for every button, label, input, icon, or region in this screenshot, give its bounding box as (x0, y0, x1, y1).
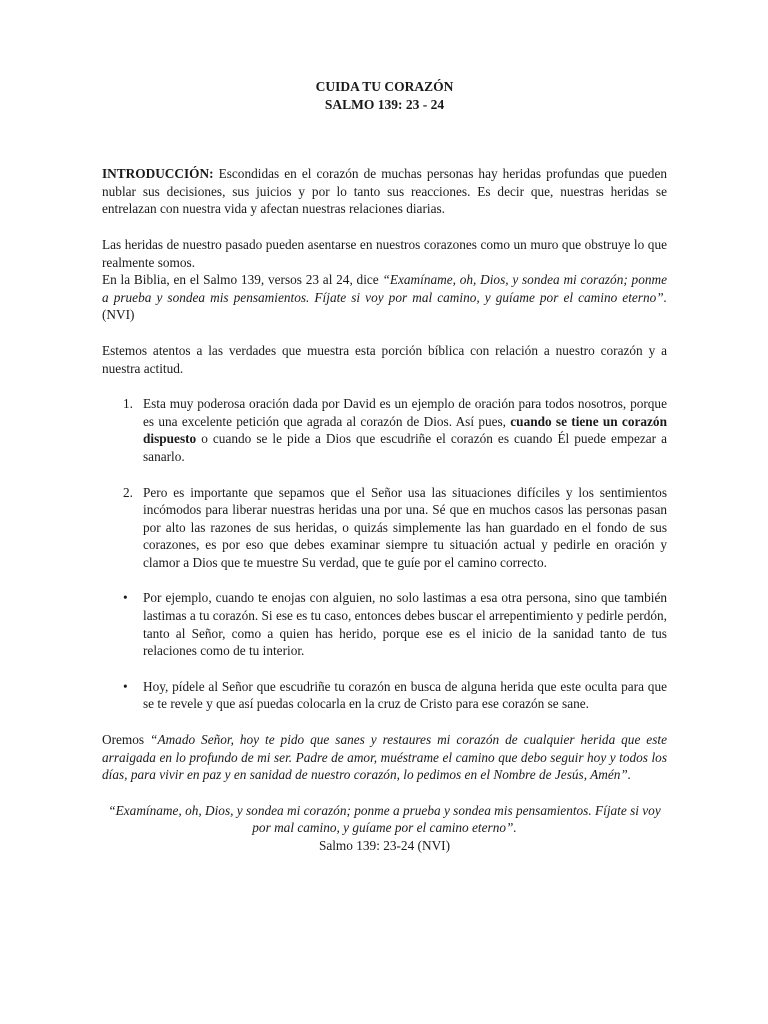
atentos-paragraph: Estemos atentos a las verdades que muestra esta porción bíblica con relación a nuestro corazón y a nuestra actitud. (102, 342, 667, 376)
list-item (102, 484, 667, 572)
document-subtitle: SALMO 139: 23 - 24 (324, 96, 445, 112)
list-item (102, 678, 667, 713)
biblia-paragraph (102, 271, 667, 324)
intro-paragraph (102, 165, 667, 218)
list-item (102, 589, 667, 659)
list-item-text-after: o cuando se le pide a Dios que escudriñe el corazón es cuando Él puede empezar a sanarlo. (143, 431, 667, 464)
biblia-quote: “Examíname, oh, Dios, y sondea mi corazón; ponme a prueba y sondea mis pensamientos. Fíjate si voy por mal camino, y guíame por el camino eterno”. (102, 272, 667, 305)
bullet-marker: • (123, 590, 128, 606)
biblia-lead: En la Biblia, en el Salmo 139, versos 23 al 24, dice (102, 272, 383, 288)
list-marker: 1. (123, 396, 133, 412)
bullet-marker: • (123, 678, 128, 694)
list-marker: 2. (123, 484, 133, 500)
closing-block (102, 802, 667, 855)
closing-reference: Salmo 139: 23-24 (NVI) (318, 838, 451, 853)
intro-text: Escondidas en el corazón de muchas personas hay heridas profundas que pueden nublar sus decisiones, sus juicios y por lo tanto sus reacciones. Es decir que, nuestras heridas se entrelazan con nuestra vida y afectan nuestras relaciones diarias. (102, 166, 667, 217)
intro-label: INTRODUCCIÓN: (102, 166, 214, 182)
points-list (102, 395, 667, 713)
list-item-text: Por ejemplo, cuando te enojas con alguien, no solo lastimas a esa otra persona, sino que también lastimas a tu corazón. Si ese es tu caso, entonces debes buscar el arrepentimiento y pedirle perdón, tanto al Señor, como a quien has herido, porque ese es el inicio de la sanidad tanto de tus relaciones como de tu interior. (143, 590, 667, 659)
list-item-text: Pero es importante que sepamos que el Señor usa las situaciones difíciles y los sentimientos incómodos para liberar nuestras heridas una por una. Sé que en muchos casos las personas pasan por alto las razones de sus heridas, o quizás simplemente las han guardado en el fondo de sus corazones, es por eso que debes examinar siempre tu situación actual y pedirle en oración y clamor a Dios que te muestre Su verdad, que te guíe por el camino correcto. (143, 484, 667, 570)
list-item-text: Hoy, pídele al Señor que escudriñe tu corazón en busca de alguna herida que este oculta para que se te revele y que así puedas colocarla en la cruz de Cristo para ese corazón se sane. (143, 678, 667, 712)
closing-quote-text: “Examíname, oh, Dios, y sondea mi corazón; ponme a prueba y sondea mis pensamientos. Fíjate si voy por mal camino, y guíame por el camino eterno”. (108, 802, 661, 836)
list-item-bold: cuando se tiene un corazón dispuesto (143, 413, 667, 447)
oremos-prayer: “Amado Señor, hoy te pido que sanes y restaures mi corazón de cualquier herida que este arraigada en lo profundo de mi ser. Padre de amor, muéstrame el camino que debo seguir hoy y todos los días, para vivir en paz y en sanidad de nuestro corazón, lo pedimos en el Nombre de Jesús, Amén”. (102, 732, 667, 783)
list-item-text: Esta muy poderosa oración dada por David es un ejemplo de oración para todos nosotros, porque es una excelente petición que agrada al corazón de Dios. Así pues, (143, 396, 667, 429)
biblia-version: (NVI) (102, 307, 135, 323)
heridas-paragraph: Las heridas de nuestro pasado pueden asentarse en nuestros corazones como un muro que obstruye lo que realmente somos. (102, 236, 667, 270)
oremos-lead: Oremos (102, 732, 151, 748)
title-block (102, 78, 667, 113)
document-page (102, 78, 667, 855)
oremos-paragraph (102, 731, 667, 784)
document-title: CUIDA TU CORAZÓN (315, 79, 454, 94)
closing-quote (102, 802, 667, 837)
list-item (102, 395, 667, 465)
